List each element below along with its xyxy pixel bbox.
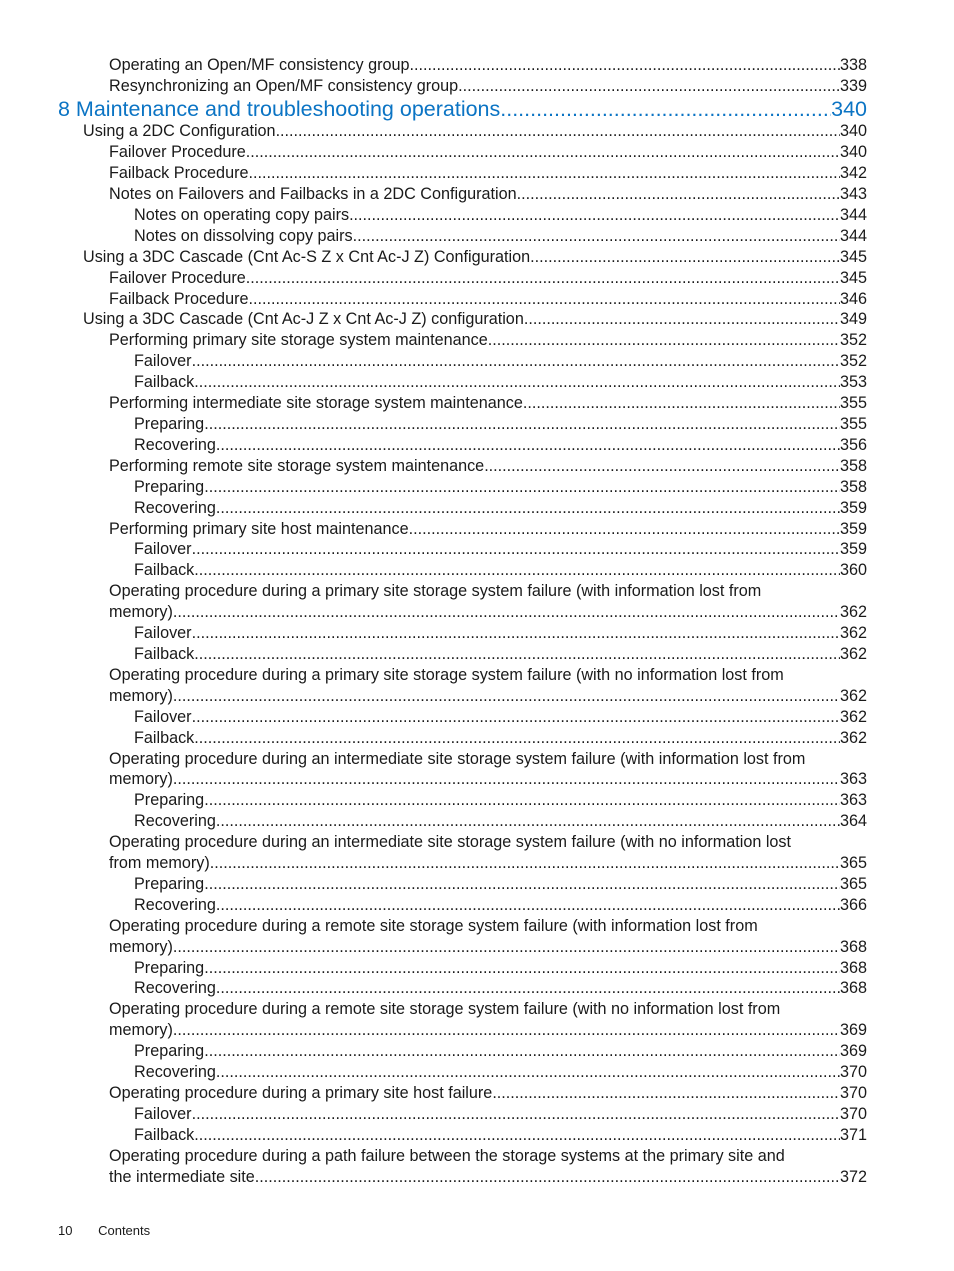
toc-entry-title: Preparing [134,958,205,977]
toc-entry-link[interactable] [0,1062,954,1083]
dot-leader [216,978,840,999]
dot-leader [492,1083,840,1104]
dot-leader [194,1125,840,1146]
footer-page-number: 10 [58,1223,73,1238]
toc-entry-title: Preparing [134,477,205,496]
toc-entry-title: Notes on dissolving copy pairs [134,226,353,245]
dot-leader [349,205,840,226]
toc-entry-link[interactable] [0,1083,954,1104]
toc-entry-link[interactable] [0,55,954,76]
toc-page-number: 340 [839,143,867,162]
toc-entry-link[interactable] [0,811,954,832]
dot-leader [194,728,840,749]
dot-leader [204,477,840,498]
dot-leader [248,289,840,310]
toc-entry-title: Failover [134,1104,192,1123]
toc-entry-title: Performing primary site storage system maintenance [109,331,488,350]
dot-leader [458,76,840,97]
toc-page-number: 355 [839,394,867,413]
dot-leader [192,1104,840,1125]
dot-leader [194,560,840,581]
dot-leader [173,602,840,623]
toc-entry-link[interactable] [0,477,954,498]
toc-entry-link[interactable] [0,874,954,895]
toc-page-number: 362 [839,728,867,747]
dot-leader [194,644,840,665]
toc-entry-title: Recovering [134,812,216,831]
footer-section-label: Contents [98,1223,151,1238]
toc-entry-title: memory) [109,937,173,956]
toc-page-number: 358 [839,456,867,475]
dot-leader [484,456,840,477]
toc-entry-link[interactable] [0,519,954,540]
toc-entry-link[interactable] [0,539,954,560]
toc-entry-link[interactable] [0,623,954,644]
toc-page-number: 368 [839,958,867,977]
toc-entry-title: Using a 3DC Cascade (Cnt Ac-S Z x Cnt Ac-J Z) Configuration [83,247,531,266]
dot-leader [192,623,840,644]
toc-entry-title: Failover [134,624,192,643]
dot-leader [204,790,840,811]
dot-leader [409,519,840,540]
toc-page-number: 355 [839,415,867,433]
toc-entry-title: Failback [134,373,195,392]
toc-page-number: 339 [839,76,867,95]
toc-entry-link[interactable] [0,665,954,707]
toc-entry-link[interactable] [0,916,954,958]
toc-page-number: 368 [839,937,867,956]
toc-chapter-link[interactable] [0,97,954,122]
dot-leader [216,498,840,519]
toc-entry-title-line1: Operating procedure during a remote site storage system failure (with information lost from [109,916,758,935]
toc-entry-link[interactable] [0,372,954,393]
toc-entry-link[interactable] [0,121,954,142]
toc-page-number: 362 [839,603,867,622]
dot-leader [246,142,840,163]
toc-entry-link[interactable] [0,330,954,351]
toc-page-number: 359 [839,519,867,538]
toc-entry-title: Notes on operating copy pairs [134,205,350,224]
toc-page-number: 342 [839,164,867,183]
page-footer [58,1223,150,1238]
toc-page-number: 340 [831,96,867,121]
toc-page-number: 362 [839,686,867,705]
toc-entry-title: Failback [134,1125,195,1144]
dot-leader [246,268,840,289]
dot-leader [192,351,840,372]
toc-entry-title: Failback [134,644,195,663]
toc-page-number: 364 [839,812,867,831]
toc-page-number: 372 [839,1167,867,1186]
toc-page-number: 362 [839,644,867,663]
toc-page-number: 368 [839,979,867,998]
toc-entry-title: Preparing [134,1042,205,1061]
toc-page-number: 359 [839,540,867,559]
toc-page-number: 356 [839,435,867,454]
toc-entry-link[interactable] [0,707,954,728]
toc-page-number: 358 [839,477,867,496]
toc-entry-link[interactable] [0,76,954,97]
toc-page-number: 363 [839,791,867,810]
toc-entry-title: Notes on Failovers and Failbacks in a 2DC Configuration [109,185,517,204]
dot-leader [353,226,840,247]
toc-page-number: 340 [839,122,867,141]
toc-page-number: 365 [839,874,867,893]
toc-entry-title-line1: Operating procedure during an intermediate site storage system failure (with information lost from [109,749,806,768]
dot-leader [173,769,840,790]
toc-page-number: 344 [839,205,867,224]
toc-entry-link[interactable] [0,309,954,330]
toc-entry-link[interactable] [0,1104,954,1125]
toc-entry-link[interactable] [0,1125,954,1146]
toc-page-number: 352 [839,331,867,350]
toc-page-number: 344 [839,226,867,245]
toc-entry-title: Failover [134,352,192,371]
toc-page-number: 369 [839,1021,867,1040]
toc-entry-link[interactable] [0,435,954,456]
dot-leader [204,414,840,435]
toc-entry-title: 8 Maintenance and troubleshooting operations [58,96,501,121]
toc-entry-link[interactable] [0,226,954,247]
dot-leader [255,1167,840,1188]
toc-entry-link[interactable] [0,749,954,791]
toc-entry-title: Failback Procedure [109,289,249,308]
toc-entry-title: the intermediate site [109,1167,255,1186]
dot-leader [276,121,840,142]
toc-entry-link[interactable] [0,351,954,372]
dot-leader [204,958,840,979]
toc-entry-link[interactable] [0,644,954,665]
toc-entry-title: Operating an Open/MF consistency group [109,56,410,74]
toc-page-number: 338 [839,56,867,74]
dot-leader [530,247,840,268]
toc-entry-link[interactable] [0,247,954,268]
dot-leader [524,309,840,330]
toc-entry-title: Performing intermediate site storage system maintenance [109,394,523,413]
toc-entry-link[interactable] [0,498,954,519]
dot-leader [410,55,840,76]
dot-leader [500,97,831,122]
toc-entry-title-line1: Operating procedure during a primary site storage system failure (with information lost from [109,582,762,601]
dot-leader [216,1062,840,1083]
toc-page-number: 370 [839,1084,867,1102]
toc-entry-link[interactable] [0,958,954,979]
toc-entry-title: Performing primary site host maintenance [109,519,409,538]
toc-entry-title-line1: Operating procedure during a primary site storage system failure (with no information lost from [109,665,784,684]
toc-entry-link[interactable] [0,142,954,163]
toc-entry-title: Preparing [134,415,205,433]
toc-entry-link[interactable] [0,728,954,749]
dot-leader [248,163,840,184]
toc-entry-title: Recovering [134,435,216,454]
toc-entry-title: Failover Procedure [109,143,246,162]
toc-entry-title: Failback [134,728,195,747]
dot-leader [216,435,840,456]
toc-page-number: 346 [839,289,867,308]
toc-page-number: 360 [839,561,867,580]
dot-leader [216,895,840,916]
toc-entry-title: memory) [109,770,173,789]
toc-entry-link[interactable] [0,414,954,435]
toc-entry-title: Operating procedure during a primary site host failure [109,1084,493,1102]
table-of-contents [0,55,954,1188]
toc-entry-title: Recovering [134,1063,216,1082]
toc-entry-link[interactable] [0,393,954,414]
toc-page-number: 370 [839,1104,867,1123]
toc-entry-title: memory) [109,603,173,622]
toc-entry-title: Failover Procedure [109,268,246,287]
toc-entry-title-line1: Operating procedure during a path failure between the storage systems at the primary site and [109,1146,785,1165]
dot-leader [488,330,840,351]
toc-page-number: 365 [839,854,867,873]
dot-leader [192,539,840,560]
toc-entry-link[interactable] [0,456,954,477]
toc-page-number: 345 [839,268,867,287]
toc-page-number: 362 [839,624,867,643]
toc-entry-link[interactable] [0,289,954,310]
toc-entry-title: Failback Procedure [109,164,249,183]
toc-entry-title: Resynchronizing an Open/MF consistency group [109,76,459,95]
toc-entry-link[interactable] [0,560,954,581]
toc-entry-title: Recovering [134,498,216,517]
toc-entry-title: Using a 2DC Configuration [83,122,276,141]
toc-page-number: 370 [839,1063,867,1082]
toc-entry-link[interactable] [0,581,954,623]
toc-page-number: 345 [839,247,867,266]
toc-entry-link[interactable] [0,163,954,184]
toc-page-number: 366 [839,895,867,914]
toc-entry-link[interactable] [0,895,954,916]
toc-entry-title: Failover [134,540,192,559]
dot-leader [517,184,840,205]
toc-page-number: 352 [839,352,867,371]
dot-leader [204,874,840,895]
toc-page-number: 353 [839,373,867,392]
toc-entry-title: Preparing [134,791,205,810]
toc-entry-link[interactable] [0,832,954,874]
toc-page-number: 363 [839,770,867,789]
dot-leader [173,1020,840,1041]
toc-entry-link[interactable] [0,268,954,289]
dot-leader [210,853,840,874]
toc-page-number: 362 [839,707,867,726]
toc-entry-link[interactable] [0,1041,954,1062]
toc-entry-title: from memory) [109,854,210,873]
dot-leader [192,707,840,728]
toc-page-number: 369 [839,1042,867,1061]
toc-entry-title: memory) [109,1021,173,1040]
toc-entry-title: Recovering [134,895,216,914]
toc-entry-title-line1: Operating procedure during a remote site storage system failure (with no information lost from [109,1000,781,1019]
toc-entry-title: Performing remote site storage system maintenance [109,456,485,475]
toc-entry-link[interactable] [0,1146,954,1188]
toc-entry-title-line1: Operating procedure during an intermediate site storage system failure (with no information lost [109,833,792,852]
dot-leader [204,1041,840,1062]
toc-page-number: 359 [839,498,867,517]
dot-leader [523,393,840,414]
toc-entry-link[interactable] [0,205,954,226]
toc-entry-title: Failover [134,707,192,726]
dot-leader [194,372,840,393]
toc-entry-link[interactable] [0,978,954,999]
dot-leader [173,937,840,958]
toc-entry-link[interactable] [0,790,954,811]
toc-entry-title: Preparing [134,874,205,893]
toc-entry-title: Failback [134,561,195,580]
toc-page-number: 371 [839,1125,867,1144]
toc-page-number: 343 [839,185,867,204]
dot-leader [173,686,840,707]
dot-leader [216,811,840,832]
toc-page-number: 349 [839,310,867,329]
toc-entry-title: Using a 3DC Cascade (Cnt Ac-J Z x Cnt Ac-J Z) configuration [83,310,524,329]
toc-entry-link[interactable] [0,999,954,1041]
toc-entry-title: Recovering [134,979,216,998]
toc-entry-title: memory) [109,686,173,705]
toc-entry-link[interactable] [0,184,954,205]
